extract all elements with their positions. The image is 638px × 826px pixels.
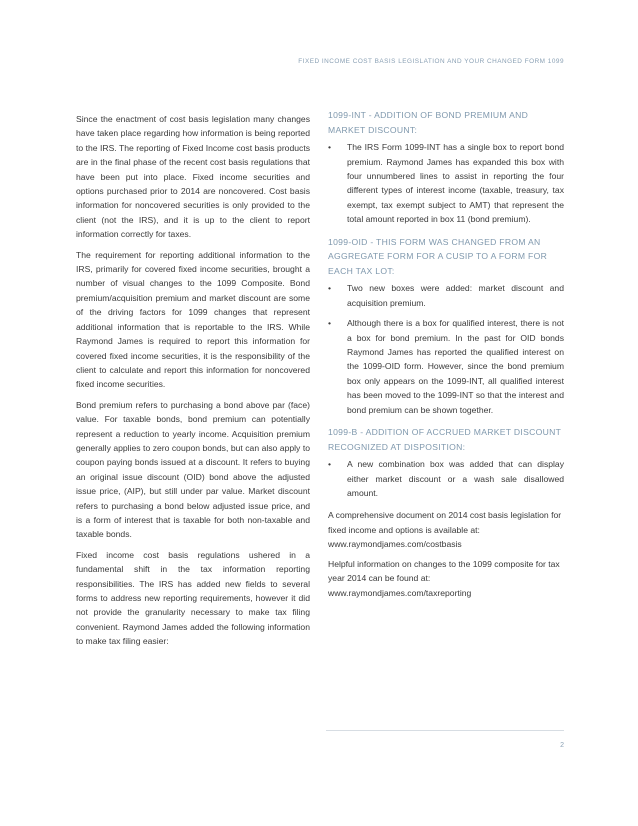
section-title: 1099-OID - THIS FORM WAS CHANGED FROM AN AGGREGATE FORM FOR A CUSIP TO A FORM FOR EACH TAX LOT:: [328, 236, 548, 276]
paragraph-taxreporting-link: Helpful information on changes to the 1099 composite for tax year 2014 can be found at: www.raymondjames.com/taxreporting: [328, 558, 560, 598]
paragraph-bond-premium: Bond premium refers to purchasing a bond above par (face) value. For taxable bonds, bond premium can potentially represent a reduction to yearly income. Acquisition premium generally applies to zero coupon bonds, but can also apply to coupon paying bonds issued at a discount. It refers to buying an original issue discount (OID) bond above the adjusted issue price, (AIP), but still under par value. Market discount refers to purchasing a bond below adjusted issue price, and is a form of interest that is taxable for both non-taxable and taxable bonds.: [76, 399, 310, 540]
section-1099-b: [328, 425, 564, 500]
paragraph-intro: Since the enactment of cost basis legislation many changes have taken place regarding how information is being reported to the IRS. The reporting of Fixed Income cost basis products are in the final phase of the recent cost basis regulations that have been put into place. Fixed income securities and options purchased prior to 2014 are noncovered. Cost basis information for noncovered securities is only provided to the client (not the IRS), and it is up to the client to report information correctly for taxes.: [76, 114, 310, 240]
bullet-text: A new combination box was added that can display either market discount or a wash sale disallowed amount.: [347, 459, 564, 499]
bullet-item: [328, 316, 564, 417]
paragraph-costbasis-link: A comprehensive document on 2014 cost basis legislation for fixed income and options is available at: www.raymondjames.com/costbasis: [328, 510, 562, 550]
bullet-text: Although there is a box for qualified interest, there is not a box for bond premium. In the past for OID bonds Raymond James has reported the qualified interest on the 1099-OID form. However, since the bond premium box only appears on the 1099-INT, all qualified interest has been moved to the 1099-INT so that the interest and bond premium can be shown together.: [347, 318, 564, 415]
section-title: 1099-INT - ADDITION OF BOND PREMIUM AND MARKET DISCOUNT:: [328, 110, 529, 135]
bullet-item: [328, 457, 564, 500]
section-1099-int: [328, 108, 564, 227]
section-1099-oid: [328, 235, 564, 417]
running-header: FIXED INCOME COST BASIS LEGISLATION AND YOUR CHANGED FORM 1099: [298, 58, 564, 65]
section-title: 1099-B - ADDITION OF ACCRUED MARKET DISCOUNT RECOGNIZED AT DISPOSITION:: [328, 427, 562, 452]
bullet-text: The IRS Form 1099-INT has a single box to report bond premium. Raymond James has expanded this box with four unnumbered lines to assist in reporting the four different types of interest income (taxable, treasury, tax exempt, tax exempt subject to AMT) that represent the total amount reported in box 11 (bond premium).: [347, 142, 564, 225]
paragraph-regulations: Fixed income cost basis regulations ushered in a fundamental shift in the tax information reporting responsibilities. The IRS has added new fields to several forms to address new reporting requirements, however it did not provide the granularity necessary to make tax filing convenient. Raymond James added the following information to make tax filing easier:: [76, 549, 310, 647]
bullet-icon: •: [328, 459, 332, 470]
bullet-icon: •: [328, 283, 332, 294]
bullet-icon: •: [328, 142, 332, 153]
bullet-list: [328, 457, 564, 500]
bullet-icon: •: [328, 318, 332, 329]
right-column: [328, 108, 564, 605]
bullet-list: [328, 281, 564, 417]
bullet-item: [328, 281, 564, 310]
footer-divider: [326, 730, 564, 731]
paragraph-requirements: The requirement for reporting additional information to the IRS, primarily for covered fixed income securities, brought a number of visual changes to the 1099 Composite. Bond premium/acquisition premium and market discount are some of the driving factors for 1099 changes that represent additional information that is reportable to the IRS. While Raymond James is required to report this information for covered fixed income securities, it is the responsibility of the client to calculate and report this information for noncovered fixed income securities.: [76, 249, 310, 390]
bullet-list: [328, 140, 564, 226]
left-column: [76, 112, 310, 655]
bullet-text: Two new boxes were added: market discount and acquisition premium.: [347, 283, 564, 308]
page-number: 2: [560, 742, 564, 749]
bullet-item: [328, 140, 564, 226]
